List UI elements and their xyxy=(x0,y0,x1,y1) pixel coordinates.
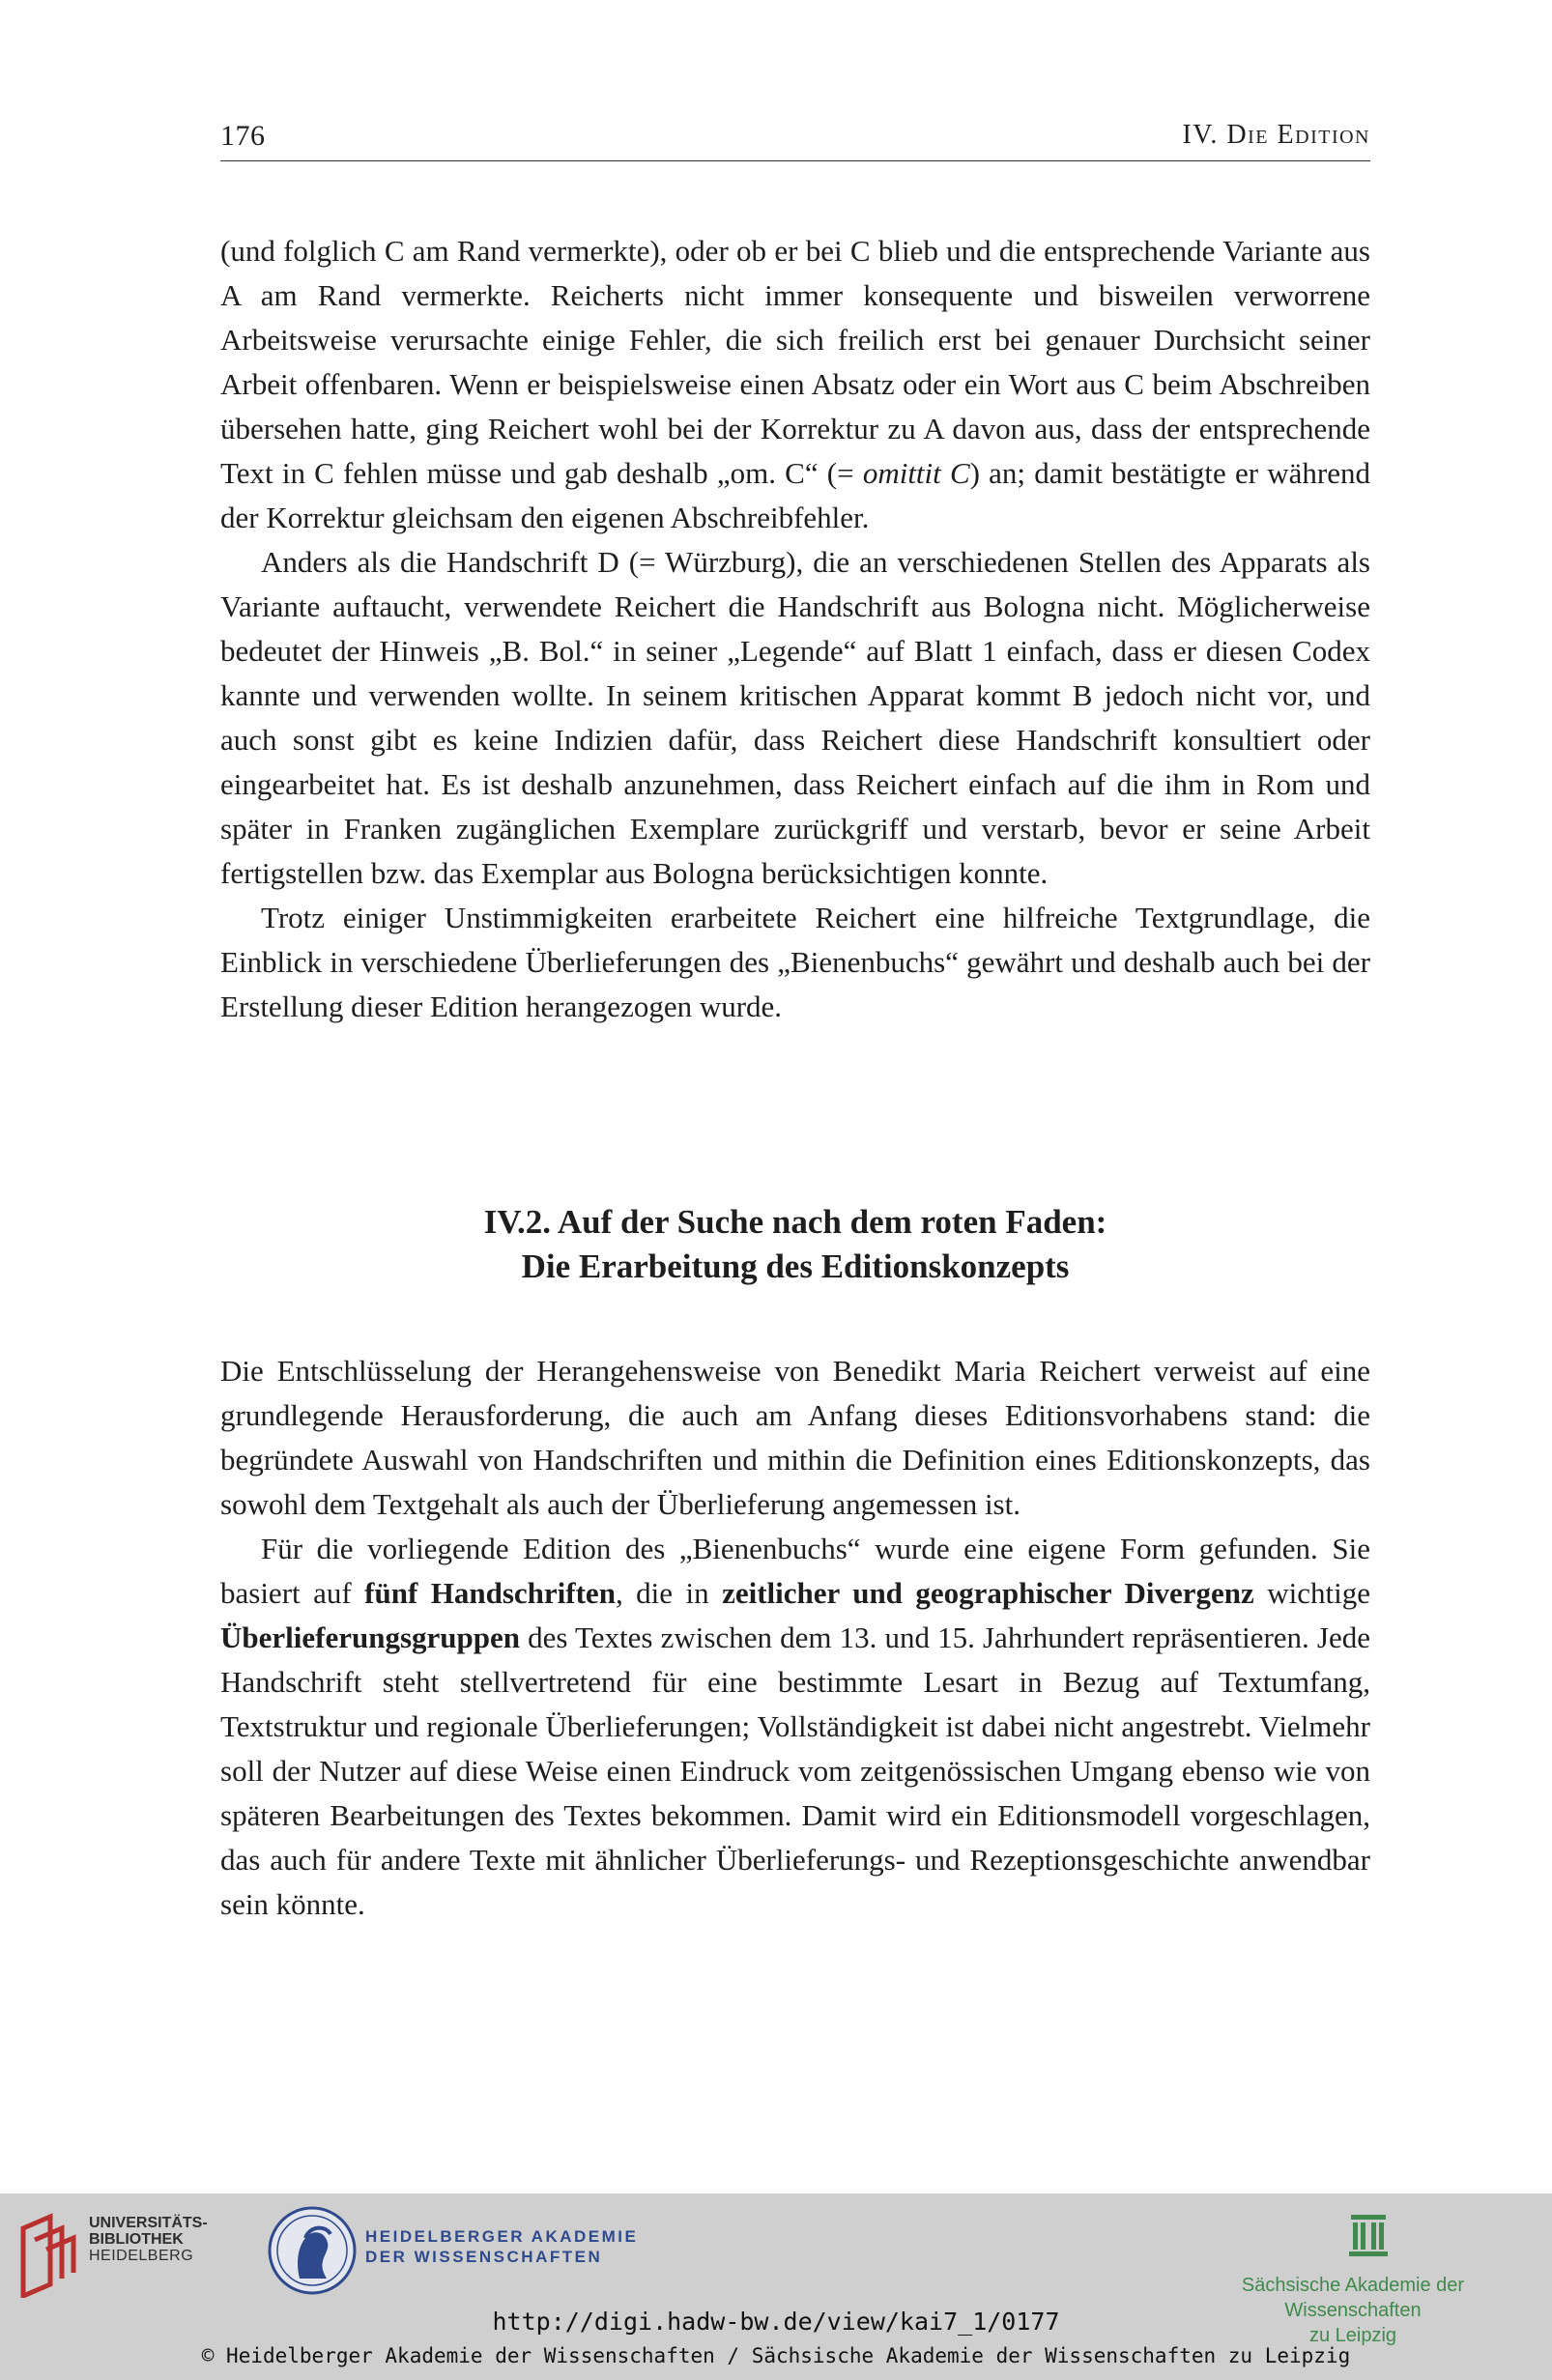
paragraph-4: Die Entschlüsselung der Herangehensweise von Benedikt Maria Reichert verweist auf eine grundlegende Herausforderung, die auch am Anfang dieses Editionsvorhabens stand: die begründete Auswahl von Handschriften und mithin die Definition eines Editionskonzepts, das sowohl dem Textgehalt als auch der Überlieferung angemessen ist. xyxy=(220,1354,1370,1521)
section-heading-line-1: IV.2. Auf der Suche nach dem roten Faden: xyxy=(483,1203,1107,1241)
heidelberg-academy-label: HEIDELBERGER AKADEMIE DER WISSENSCHAFTEN xyxy=(365,2227,639,2266)
digitization-footer xyxy=(0,2194,1552,2380)
emphasis-bold: Überlieferungsgruppen xyxy=(220,1620,520,1654)
paragraph-5: Für die vorliegende Edition des „Bienenbuchs“ wurde eine eigene Form gefunden. Sie basiert auf fünf Handschriften, die in zeitlicher und geographischer Divergenz wichtige Überlieferungsgruppen des Textes zwischen dem 13. und 15. Jahrhundert repräsentieren. Jede Handschrift steht stellvertretend für eine bestimmte Lesart in Bezug auf Textumfang, Textstruktur und regionale Überlieferungen; Vollständigkeit ist dabei nicht angestrebt. Vielmehr soll der Nutzer auf diese Weise einen Eindruck vom zeitgenössischen Umgang ebenso wie von späteren Bearbeitungen des Textes bekommen. Damit wird ein Editionsmodell vorgeschlagen, das auch für andere Texte mit ähnlicher Überlieferungs- und Rezeptionsgeschichte anwendbar sein könnte. xyxy=(220,1532,1370,1921)
italic-abbreviation: omittit C xyxy=(862,456,970,490)
section-heading xyxy=(220,1200,1370,1289)
academy-seal-icon xyxy=(267,2205,358,2296)
paragraph-2: Anders als die Handschrift D (= Würzburg), die an verschiedenen Stellen des Apparats als Variante auftaucht, verwendete Reichert die Handschrift aus Bologna nicht. Möglicherweise bedeutet der Hinweis „B. Bol.“ in seiner „Legende“ auf Blatt 1 einfach, dass er diesen Codex kannte und verwenden wollte. In seinem kritischen Apparat kommt B jedoch nicht vor, und auch sonst gibt es keine Indizien dafür, dass Reichert diese Handschrift konsultiert oder eingearbeitet hat. Es ist deshalb anzunehmen, dass Reichert einfach auf die ihm in Rom und später in Franken zugänglichen Exemplare zurückgriff und verstarb, bevor er seine Arbeit fertigstellen bzw. das Exemplar aus Bologna berücksichtigen konnte. xyxy=(220,545,1370,890)
university-library-label: UNIVERSITÄTS- BIBLIOTHEK HEIDELBERG xyxy=(89,2215,208,2264)
saxon-academy-building-icon xyxy=(1347,2211,1390,2257)
saxon-academy-label: Sächsische Akademie der Wissenschaften zu Leipzig xyxy=(1241,2275,1465,2346)
body-text-lower xyxy=(220,1349,1370,1927)
running-head xyxy=(220,114,1370,161)
section-heading-line-2: Die Erarbeitung des Editionskonzepts xyxy=(521,1247,1070,1285)
emphasis-bold: zeitlicher und geographischer Divergenz xyxy=(722,1576,1254,1610)
permalink-url[interactable]: http://digi.hadw-bw.de/view/kai7_1/0177 xyxy=(492,2308,1060,2336)
emphasis-bold: fünf Handschriften xyxy=(364,1576,616,1610)
page-number: 176 xyxy=(220,120,266,152)
chapter-title: IV. Die Edition xyxy=(1182,120,1370,150)
paragraph-1: (und folglich C am Rand vermerkte), oder ob er bei C blieb und die entsprechende Variante aus A am Rand vermerkte. Reicherts nicht immer konsequente und bisweilen verworrene Arbeitsweise verursachte einige Fehler, die sich freilich erst bei genauer Durchsicht seiner Arbeit offenbaren. Wenn er beispielsweise einen Absatz oder ein Wort aus C beim Abschreiben übersehen hatte, ging Reichert wohl bei der Korrektur zu A davon aus, dass der entsprechende Text in C fehlen müsse und gab deshalb „om. C“ (= omittit C) an; damit bestätigte er während der Korrektur gleichsam den eigenen Abschreibfehler. xyxy=(220,234,1370,534)
body-text-upper xyxy=(220,229,1370,1029)
copyright-notice: © Heidelberger Akademie der Wissenschaften / Sächsische Akademie der Wissenschaften zu Leipzig xyxy=(201,2344,1351,2367)
paragraph-3: Trotz einiger Unstimmigkeiten erarbeitete Reichert eine hilfreiche Textgrundlage, die Einblick in verschiedene Überlieferungen des „Bienenbuchs“ gewährt und deshalb auch bei der Erstellung dieser Edition herangezogen wurde. xyxy=(220,901,1370,1023)
